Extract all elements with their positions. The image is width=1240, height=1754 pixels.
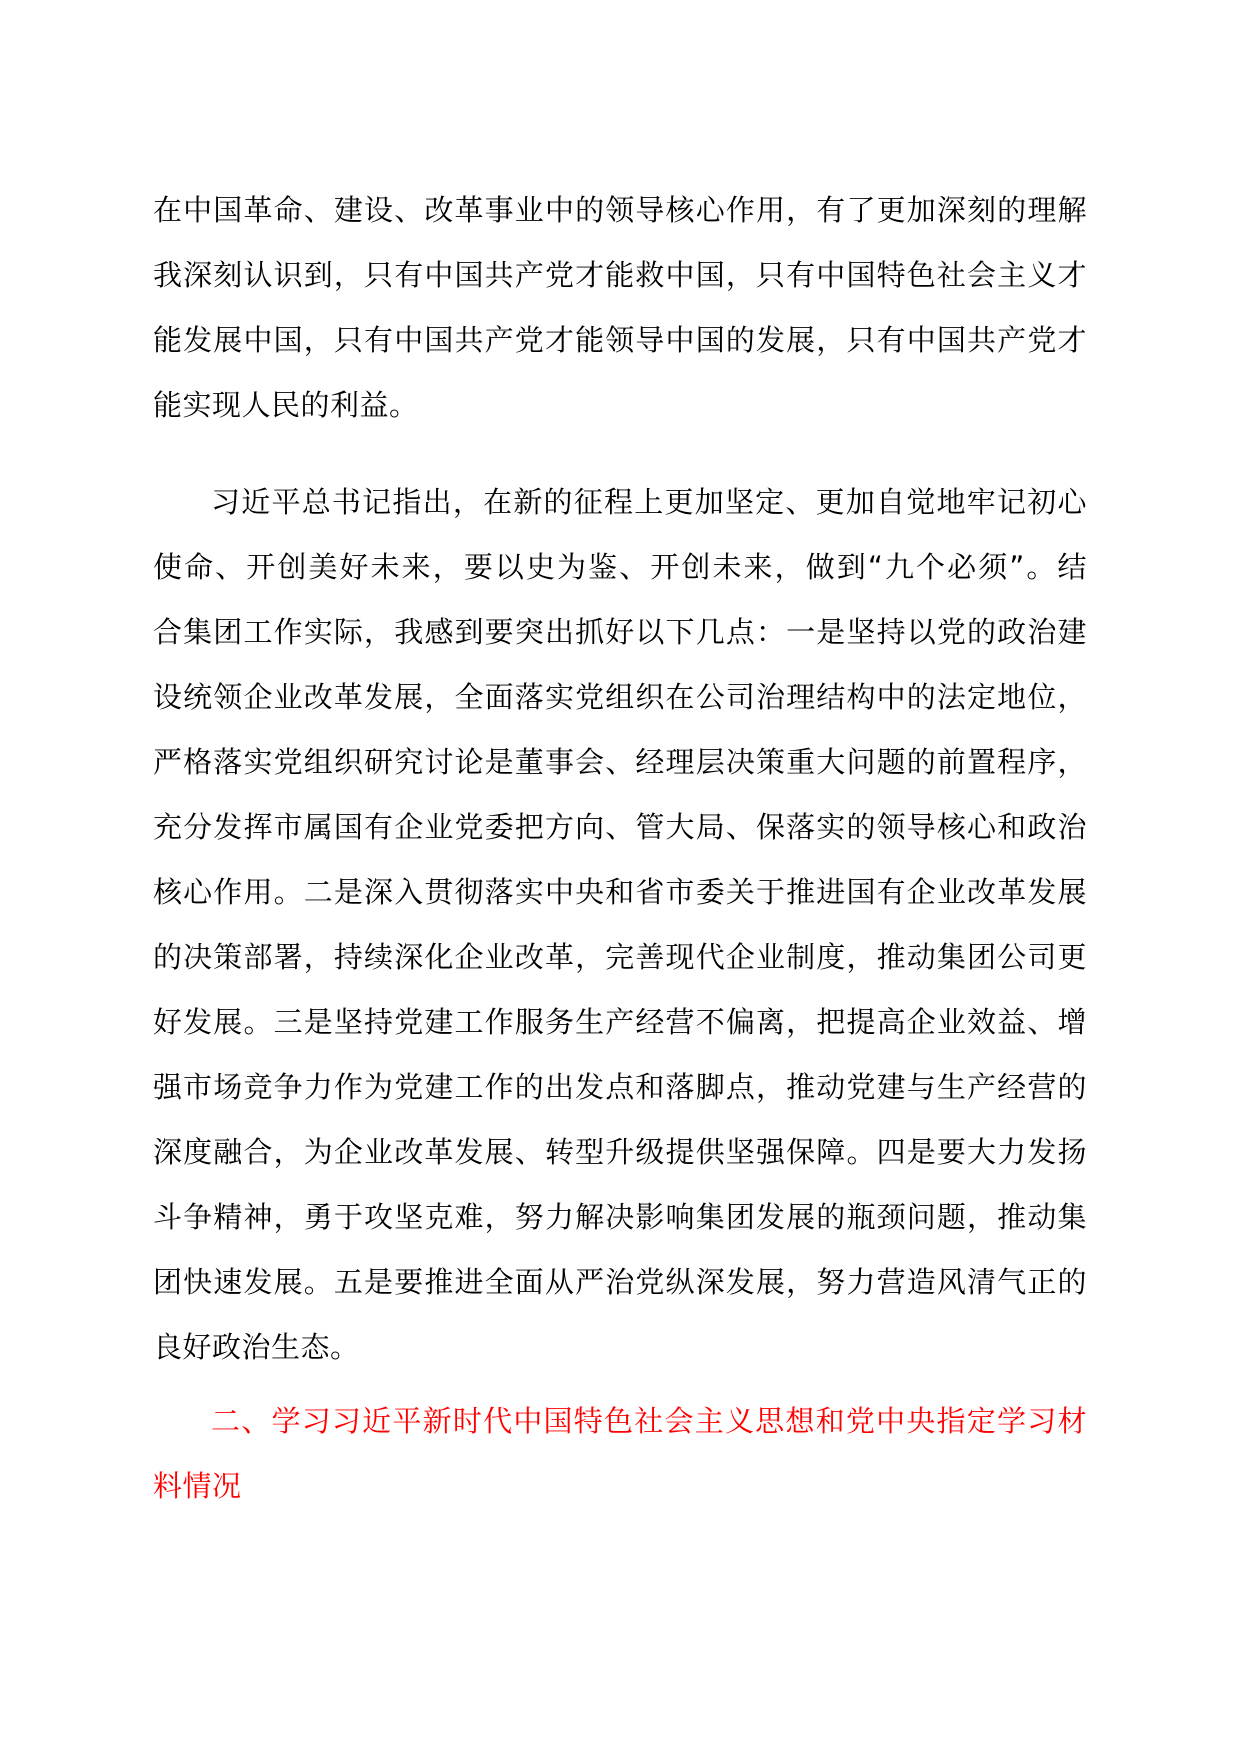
paragraph-2-line-10: 强市场竞争力作为党建工作的出发点和落脚点，推动党建与生产经营的 xyxy=(153,1070,1087,1104)
paragraph-2-line-7: 核心作用。二是深入贯彻落实中央和省市委关于推进国有企业改革发展 xyxy=(153,875,1087,909)
paragraph-2-line-1: 习近平总书记指出，在新的征程上更加坚定、更加自觉地牢记初心 xyxy=(211,485,1087,519)
paragraph-2-line-11: 深度融合，为企业改革发展、转型升级提供坚强保障。四是要大力发扬 xyxy=(153,1135,1087,1169)
section-heading-line-1: 二、学习习近平新时代中国特色社会主义思想和党中央指定学习材 xyxy=(211,1404,1087,1438)
paragraph-1-line-3: 能发展中国，只有中国共产党才能领导中国的发展，只有中国共产党才 xyxy=(153,323,1087,357)
section-heading-line-2: 料情况 xyxy=(153,1469,242,1503)
paragraph-2-line-6: 充分发挥市属国有企业党委把方向、管大局、保落实的领导核心和政治 xyxy=(153,810,1087,844)
paragraph-2-line-8: 的决策部署，持续深化企业改革，完善现代企业制度，推动集团公司更 xyxy=(153,940,1087,974)
paragraph-1 xyxy=(153,178,1087,438)
paragraph-1-line-1: 在中国革命、建设、改革事业中的领导核心作用，有了更加深刻的理解 xyxy=(153,193,1087,227)
section-heading xyxy=(153,1389,1087,1519)
paragraph-2-line-14: 良好政治生态。 xyxy=(153,1330,360,1364)
paragraph-2-line-12: 斗争精神，勇于攻坚克难，努力解决影响集团发展的瓶颈问题，推动集 xyxy=(153,1200,1087,1234)
paragraph-2 xyxy=(153,470,1087,1380)
paragraph-1-line-2: 我深刻认识到，只有中国共产党才能救中国，只有中国特色社会主义才 xyxy=(153,258,1087,292)
paragraph-2-line-13: 团快速发展。五是要推进全面从严治党纵深发展，努力营造风清气正的 xyxy=(153,1265,1087,1299)
paragraph-2-line-2: 使命、开创美好未来，要以史为鉴、开创未来，做到“九个必须”。结 xyxy=(153,550,1087,584)
paragraph-2-line-5: 严格落实党组织研究讨论是董事会、经理层决策重大问题的前置程序， xyxy=(153,745,1087,779)
paragraph-2-line-9: 好发展。三是坚持党建工作服务生产经营不偏离，把提高企业效益、增 xyxy=(153,1005,1087,1039)
paragraph-2-line-3: 合集团工作实际，我感到要突出抓好以下几点：一是坚持以党的政治建 xyxy=(153,615,1087,649)
paragraph-1-line-4: 能实现人民的利益。 xyxy=(153,388,419,422)
paragraph-2-line-4: 设统领企业改革发展，全面落实党组织在公司治理结构中的法定地位， xyxy=(153,680,1087,714)
